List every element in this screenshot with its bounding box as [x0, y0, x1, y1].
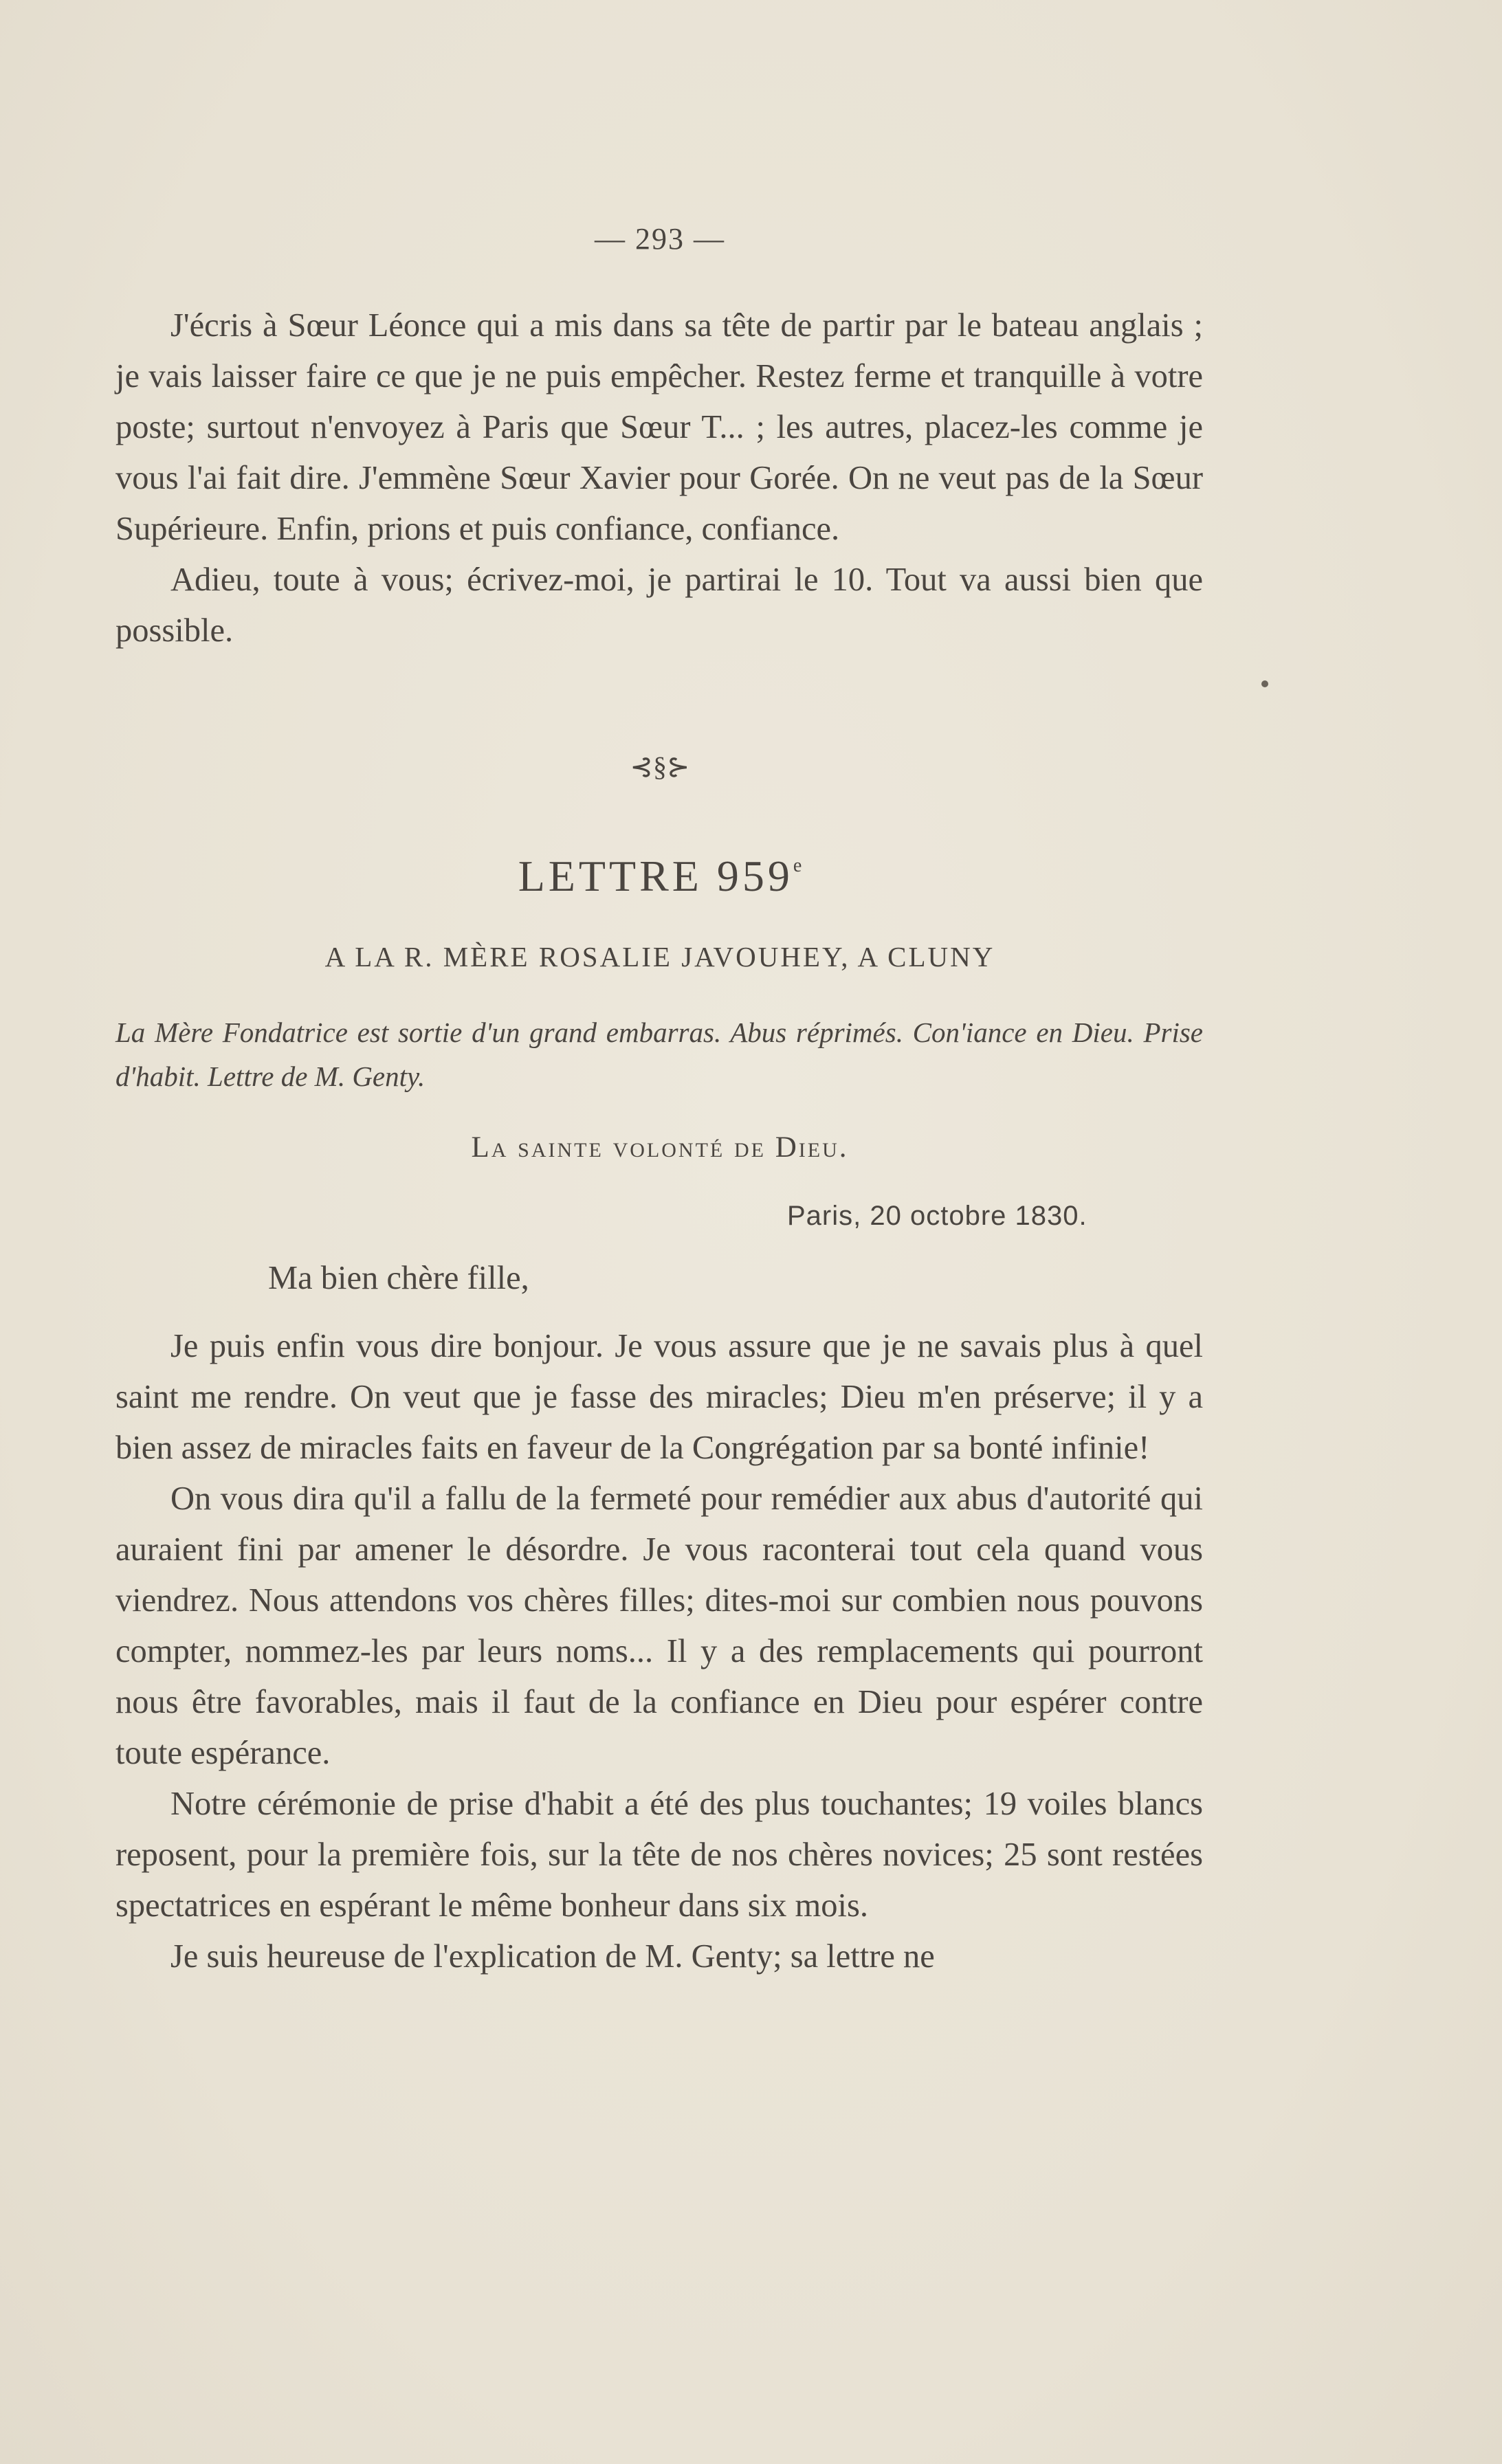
letter-salutation: Ma bien chère fille, — [268, 1260, 529, 1296]
body-paragraph-3: Notre cérémonie de prise d'habit a été des plus touchantes; 19 voiles blancs reposent, pour la première fois, sur la tête de nos chères novices; 25 sont restées spectatrices en espérant le même bonheur dans six mois. — [115, 1786, 1203, 1924]
page-number: — 293 — — [595, 222, 725, 256]
body-paragraph-4: Je suis heureuse de l'explication de M. Genty; sa lettre ne — [170, 1938, 935, 1975]
letter-dateline: Paris, 20 octobre 1830. — [787, 1201, 1087, 1231]
letter-summary: La Mère Fondatrice est sortie d'un grand embarras. Abus réprimés. Con'iance en Dieu. Prise d'habit. Lettre de M. Genty. — [115, 1017, 1203, 1092]
ink-speck — [1261, 680, 1268, 687]
letter-title-suffix: e — [793, 855, 802, 876]
body-paragraph-2: On vous dira qu'il a fallu de la fermeté pour remédier aux abus d'autorité qui auraient fini par amener le désordre. Je vous raconterai tout cela quand vous viendrez. Nous attendons vos chères filles; dites-moi sur combien nous pouvons compter, nommez-les par leurs noms... Il y a des remplacements qui pourront nous être favorables, mais il faut de la confiance en Dieu pour espérer contre toute espérance. — [115, 1480, 1203, 1771]
letter-body — [115, 1321, 1203, 1982]
intro-text — [115, 300, 1203, 656]
letter-motto: La sainte volonté de Dieu. — [471, 1131, 849, 1164]
intro-paragraph-1: J'écris à Sœur Léonce qui a mis dans sa tête de partir par le bateau anglais ; je vais laisser faire ce que je ne puis empêcher. Restez ferme et tranquille à votre poste; surtout n'envoyez à Paris que Sœur T... ; les autres, placez-les comme je vous l'ai fait dire. J'emmène Sœur Xavier pour Gorée. On ne veut pas de la Sœur Supérieure. Enfin, prions et puis confiance, confiance. — [115, 307, 1203, 547]
intro-paragraph-2: Adieu, toute à vous; écrivez-moi, je partirai le 10. Tout va aussi bien que possible. — [115, 562, 1203, 649]
letter-title-text: LETTRE 959 — [518, 852, 793, 900]
body-paragraph-1: Je puis enfin vous dire bonjour. Je vous assure que je ne savais plus à quel saint me rendre. On veut que je fasse des miracles; Dieu m'en préserve; il y a bien assez de miracles faits en faveur de la Congrégation par sa bonté infinie! — [115, 1328, 1203, 1466]
letter-recipient: A LA R. MÈRE ROSALIE JAVOUHEY, A CLUNY — [324, 941, 995, 973]
letter-title — [0, 851, 1320, 902]
ornament-divider: ⊰§⊱ — [630, 751, 690, 782]
